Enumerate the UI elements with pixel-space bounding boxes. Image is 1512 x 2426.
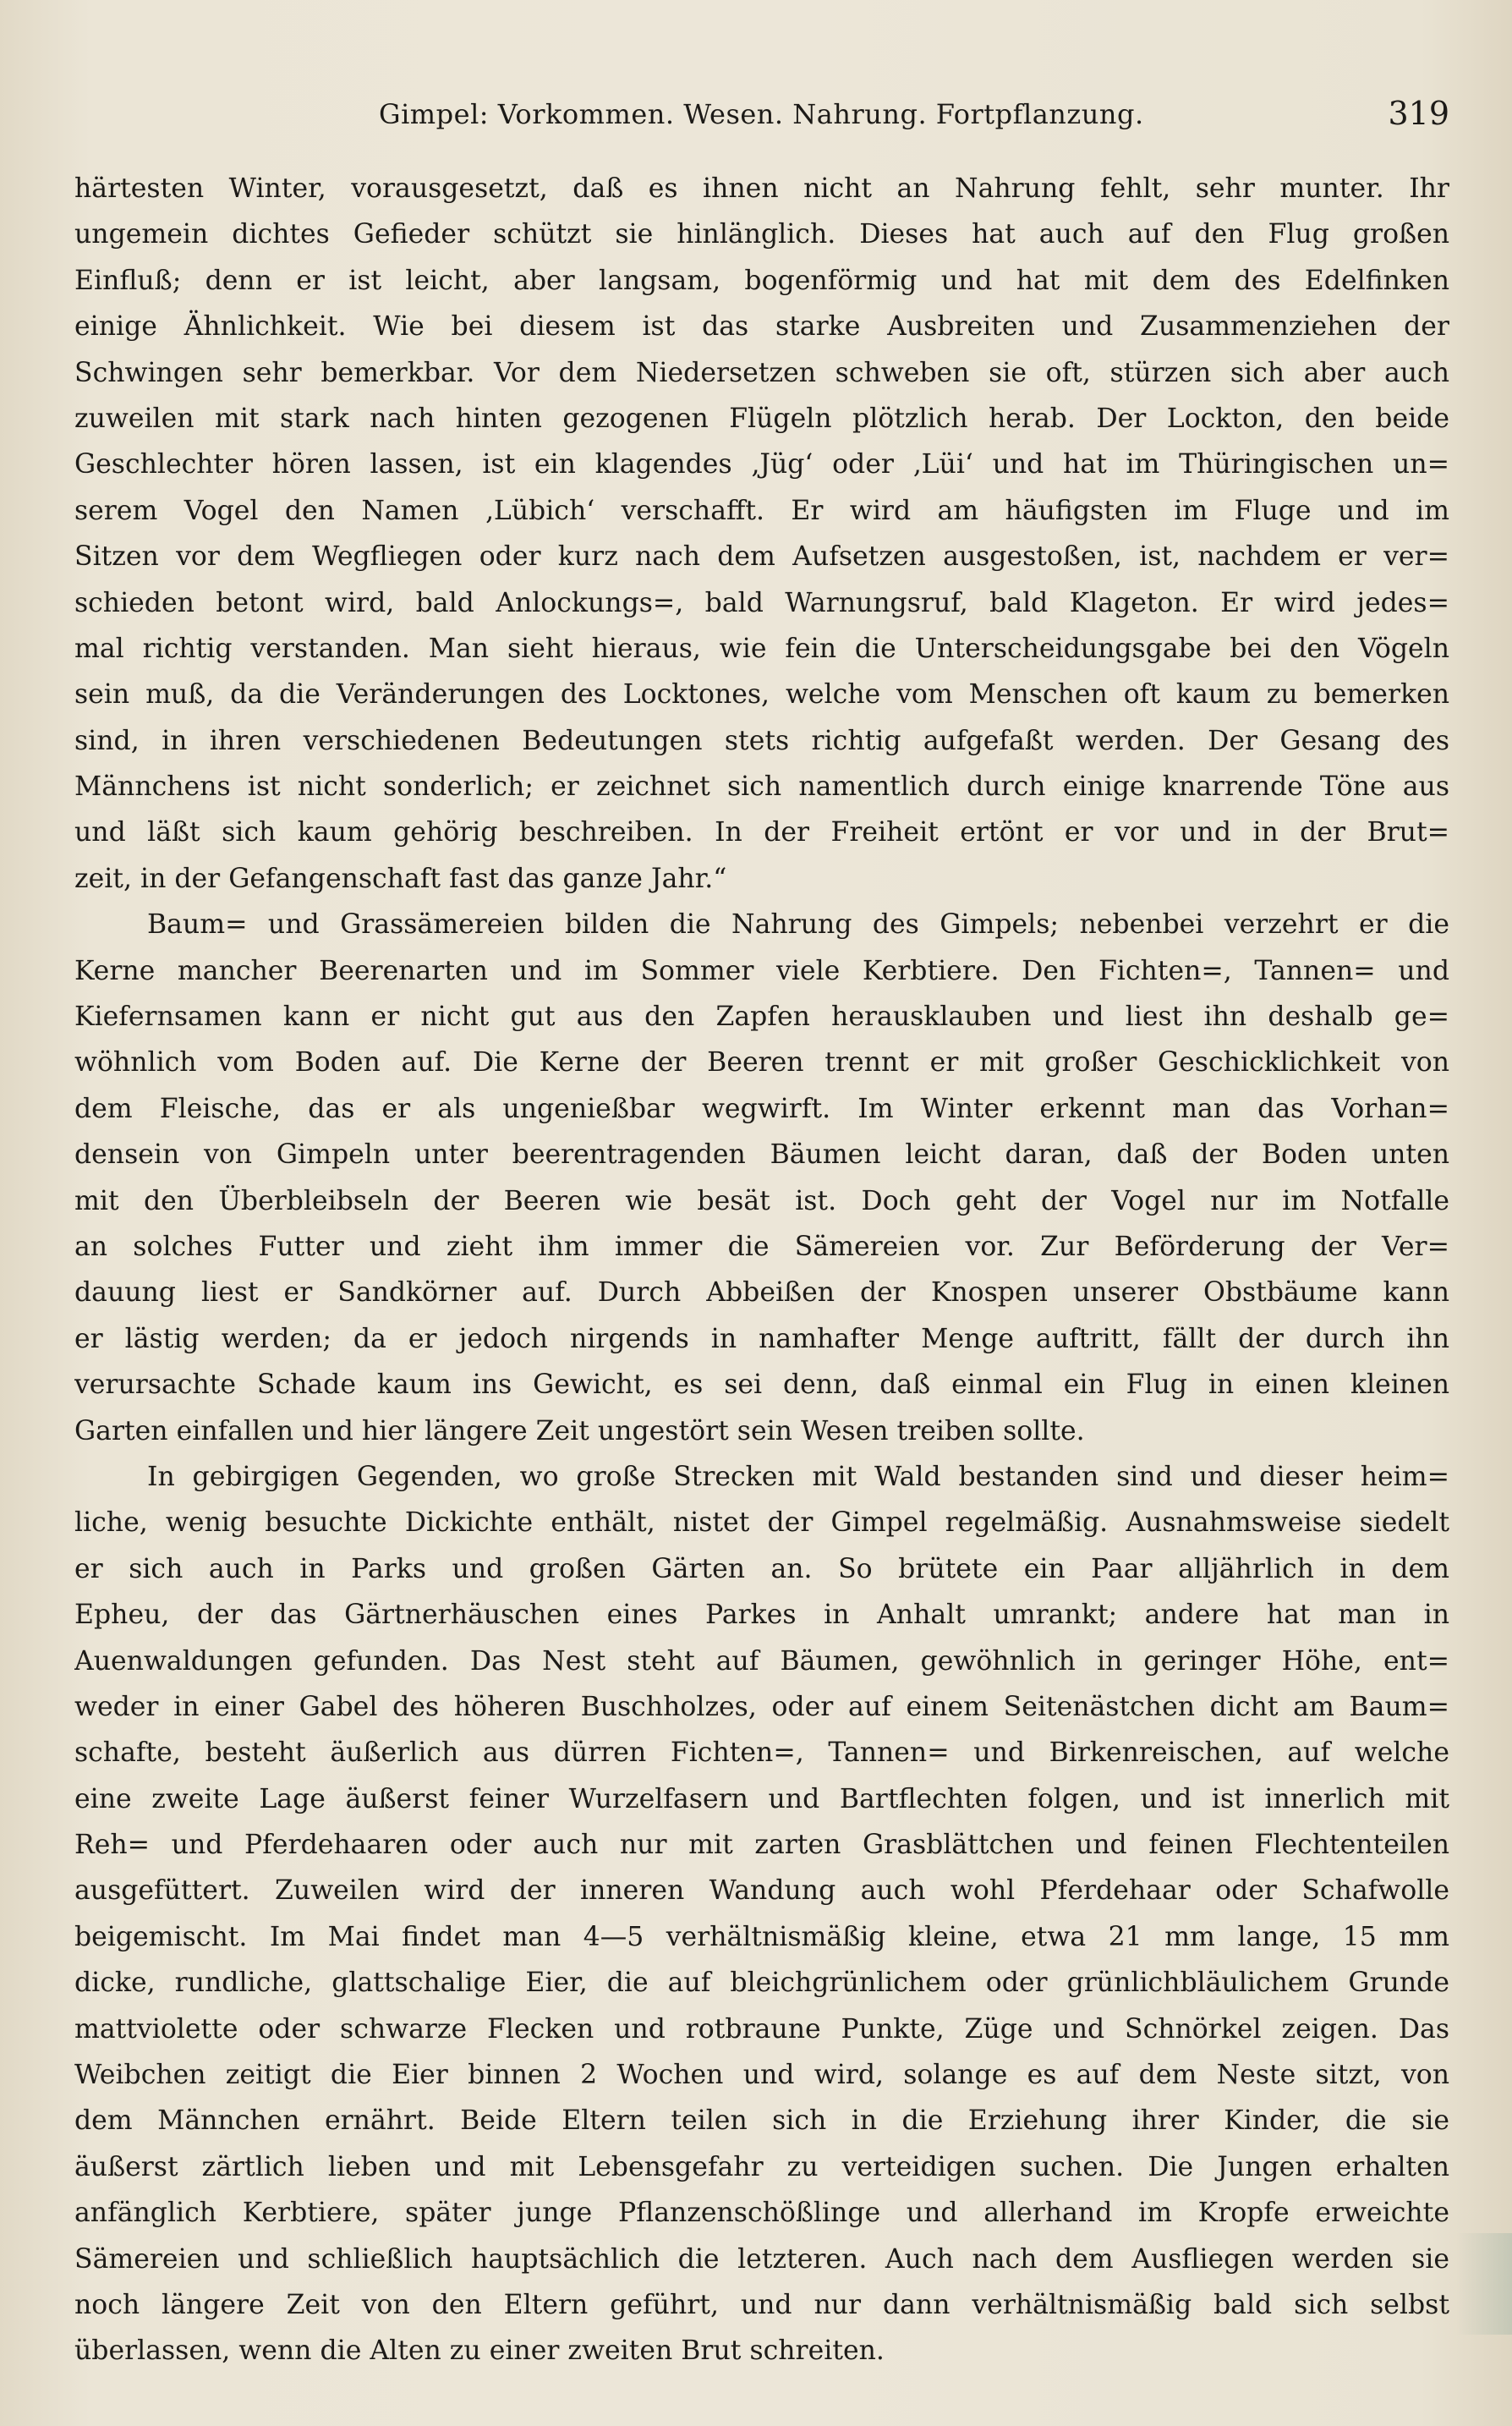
text-line: dauung liest er Sandkörner auf. Durch Abbeißen der Knospen unserer Obstbäume kann: [74, 1277, 1449, 1309]
text-line: Männchens ist nicht sonderlich; er zeichnet sich namentlich durch einige knarrende Töne aus: [74, 771, 1449, 803]
text-line: Geschlechter hören lassen, ist ein klagendes ‚Jüg‘ oder ‚Lüi‘ und hat im Thüringischen un=: [74, 449, 1449, 480]
page-edge-bleed: [1456, 2233, 1512, 2335]
text-line: noch längere Zeit von den Eltern geführt, und nur dann verhältnismäßig bald sich selbst: [74, 2289, 1449, 2320]
text-line: anfänglich Kerbtiere, später junge Pflanzenschößlinge und allerhand im Kropfe erweichte: [74, 2198, 1449, 2229]
paragraph-end-line: Garten einfallen und hier längere Zeit ungestört sein Wesen treiben sollte.: [74, 1415, 1085, 1446]
text-line: Schwingen sehr bemerkbar. Vor dem Niedersetzen schweben sie oft, stürzen sich aber auch: [74, 357, 1449, 388]
body-text: [74, 166, 1449, 2374]
text-line: und läßt sich kaum gehörig beschreiben. In der Freiheit ertönt er vor und in der Brut=: [74, 817, 1449, 848]
text-line: einige Ähnlichkeit. Wie bei diesem ist das starke Ausbreiten und Zusammenziehen der: [74, 311, 1449, 343]
text-line: Auenwaldungen gefunden. Das Nest steht auf Bäumen, gewöhnlich in geringer Höhe, ent=: [74, 1645, 1449, 1677]
text-line: mit den Überbleibseln der Beeren wie besät ist. Doch geht der Vogel nur im Notfalle: [74, 1185, 1449, 1216]
paragraph-start-line: Baum= und Grassämereien bilden die Nahrung des Gimpels; nebenbei verzehrt er die: [147, 909, 1449, 941]
text-line: mal richtig verstanden. Man sieht hieraus, wie fein die Unterscheidungsgabe bei den Vögeln: [74, 633, 1449, 664]
text-line: äußerst zärtlich lieben und mit Lebensgefahr zu verteidigen suchen. Die Jungen erhalten: [74, 2151, 1449, 2182]
text-line: wöhnlich vom Boden auf. Die Kerne der Beeren trennt er mit großer Geschicklichkeit von: [74, 1047, 1449, 1079]
text-line: schafte, besteht äußerlich aus dürren Fichten=, Tannen= und Birkenreischen, auf welche: [74, 1737, 1449, 1769]
text-line: liche, wenig besuchte Dickichte enthält, nistet der Gimpel regelmäßig. Ausnahmsweise siedelt: [74, 1507, 1449, 1539]
paragraph-end-line: zeit, in der Gefangenschaft fast das ganze Jahr.“: [74, 863, 727, 894]
text-line: sein muß, da die Veränderungen des Locktones, welche vom Menschen oft kaum zu bemerken: [74, 679, 1449, 711]
text-line: Reh= und Pferdehaaren oder auch nur mit zarten Grasblättchen und feinen Flechtenteilen: [74, 1830, 1449, 1861]
text-line: schieden betont wird, bald Anlockungs=, bald Warnungsruf, bald Klageton. Er wird jedes=: [74, 587, 1449, 618]
text-line: Kerne mancher Beerenarten und im Sommer viele Kerbtiere. Den Fichten=, Tannen= und: [74, 955, 1449, 986]
text-line: Sitzen vor dem Wegfliegen oder kurz nach dem Aufsetzen ausgestoßen, ist, nachdem er ver=: [74, 541, 1449, 573]
page-number: 319: [1388, 95, 1449, 132]
text-line: Epheu, der das Gärtnerhäuschen eines Parkes in Anhalt umrankt; andere hat man in: [74, 1600, 1449, 1631]
text-line: serem Vogel den Namen ‚Lübich‘ verschafft. Er wird am häufigsten im Fluge und im: [74, 495, 1449, 526]
text-line: Kiefernsamen kann er nicht gut aus den Zapfen herausklauben und liest ihn deshalb ge=: [74, 1002, 1449, 1033]
paragraph-end-line: überlassen, wenn die Alten zu einer zweiten Brut schreiten.: [74, 2335, 885, 2367]
text-line: an solches Futter und zieht ihm immer die Sämereien vor. Zur Beförderung der Ver=: [74, 1231, 1449, 1262]
text-line: ungemein dichtes Gefieder schützt sie hinlänglich. Dieses hat auch auf den Flug großen: [74, 219, 1449, 250]
text-line: dem Männchen ernährt. Beide Eltern teilen sich in die Erziehung ihrer Kinder, die sie: [74, 2105, 1449, 2137]
text-line: zuweilen mit stark nach hinten gezogenen Flügeln plötzlich herab. Der Lockton, den beide: [74, 403, 1449, 434]
text-line: weder in einer Gabel des höheren Buschholzes, oder auf einem Seitenästchen dicht am Baum=: [74, 1691, 1449, 1722]
text-line: eine zweite Lage äußerst feiner Wurzelfasern und Bartflechten folgen, und ist innerlich mit: [74, 1783, 1449, 1814]
text-line: dicke, rundliche, glattschalige Eier, die auf bleichgrünlichem oder grünlichbläulichem Grunde: [74, 1968, 1449, 1999]
text-line: beigemischt. Im Mai findet man 4—5 verhältnismäßig kleine, etwa 21 mm lange, 15 mm: [74, 1921, 1449, 1952]
text-line: Sämereien und schließlich hauptsächlich die letzteren. Auch nach dem Ausfliegen werden sie: [74, 2243, 1449, 2275]
text-line: verursachte Schade kaum ins Gewicht, es sei denn, daß einmal ein Flug in einen kleinen: [74, 1369, 1449, 1401]
text-line: dem Fleische, das er als ungenießbar wegwirft. Im Winter erkennt man das Vorhan=: [74, 1093, 1449, 1124]
text-line: härtesten Winter, vorausgesetzt, daß es ihnen nicht an Nahrung fehlt, sehr munter. Ihr: [74, 173, 1449, 204]
text-line: densein von Gimpeln unter beerentragenden Bäumen leicht daran, daß der Boden unten: [74, 1139, 1449, 1171]
text-line: Weibchen zeitigt die Eier binnen 2 Wochen und wird, solange es auf dem Neste sitzt, von: [74, 2060, 1449, 2091]
text-line: er sich auch in Parks und großen Gärten an. So brütete ein Paar alljährlich in dem: [74, 1553, 1449, 1584]
page-header: [74, 90, 1449, 140]
running-head: Gimpel: Vorkommen. Wesen. Nahrung. Fortpflanzung.: [379, 98, 1144, 130]
text-line: Einfluß; denn er ist leicht, aber langsam, bogenförmig und hat mit dem des Edelfinken: [74, 265, 1449, 296]
paragraph-start-line: In gebirgigen Gegenden, wo große Strecken mit Wald bestanden sind und dieser heim=: [147, 1461, 1449, 1492]
text-line: er lästig werden; da er jedoch nirgends in namhafter Menge auftritt, fällt der durch ihn: [74, 1323, 1449, 1354]
text-line: sind, in ihren verschiedenen Bedeutungen stets richtig aufgefaßt werden. Der Gesang des: [74, 725, 1449, 756]
text-line: mattviolette oder schwarze Flecken und rotbraune Punkte, Züge und Schnörkel zeigen. Das: [74, 2013, 1449, 2045]
text-line: ausgefüttert. Zuweilen wird der inneren Wandung auch wohl Pferdehaar oder Schafwolle: [74, 1875, 1449, 1907]
